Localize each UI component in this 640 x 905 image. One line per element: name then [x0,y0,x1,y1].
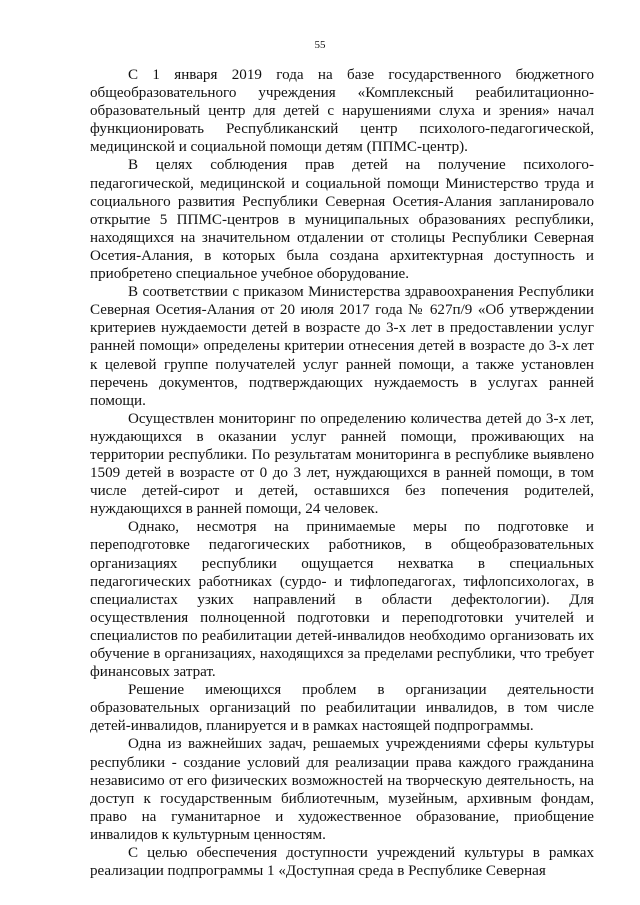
page-number: 55 [314,39,326,51]
paragraph: В соответствии с приказом Министерства здравоохранения Республики Северная Осетия-Алания от 20 июля 2017 года № 627п/9 «Об утверждении критериев нуждаемости детей в возрасте до 3-х лет в предоставлении услуг ранней помощи» определены критерии отнесения детей в возрасте до 3-х лет к целевой группе получателей услуг ранней помощи, а также установлен перечень документов, подтверждающих нуждаемость в услугах ранней помощи. [90,284,594,409]
paragraph: Решение имеющихся проблем в организации деятельности образовательных организаций по реабилитации инвалидов, в том числе детей-инвалидов, планируется и в рамках настоящей подпрограммы. [90,682,594,735]
paragraph: В целях соблюдения прав детей на получение психолого-педагогической, медицинской и социальной помощи Министерство труда и социального развития Республики Северная Осетия-Алания запланировало открытие 5 ППМС-центров в муниципальных образованиях республики, находящихся на значительном отдалении от столицы Республики Северная Осетия-Алания, в которых была создана архитектурная доступность и приобретено специальное учебное оборудование. [90,157,594,283]
paragraph: Одна из важнейших задач, решаемых учреждениями сферы культуры республики - создание условий для реализации права каждого гражданина независимо от его физических возможностей на творческую деятельность, на доступ к государственным библиотечным, музейным, архивным фондам, право на гуманитарное и художественное образование, приобщение инвалидов к культурным ценностям. [90,736,594,843]
document-body [90,66,594,880]
paragraph: Однако, несмотря на принимаемые меры по подготовке и переподготовке педагогических работников, в общеобразовательных организациях республики ощущается нехватка в специальных педагогических работниках (сурдо- и тифлопедагогах, тифлопсихологах, в специалистах узких направлений в области дефектологии). Для осуществления полноценной подготовки и переподготовки учителей и специалистов по реабилитации детей-инвалидов необходимо организовать их обучение в организациях, находящихся за пределами республики, что требует финансовых затрат. [90,519,594,681]
paragraph: Осуществлен мониторинг по определению количества детей до 3-х лет, нуждающихся в оказании услуг ранней помощи, проживающих на территории республики. По результатам мониторинга в республике выявлено 1509 детей в возрасте от 0 до 3 лет, нуждающихся в ранней помощи, в том числе детей-сирот и детей, оставшихся без попечения родителей, нуждающихся в ранней помощи, 24 человек. [90,410,594,518]
paragraph: С 1 января 2019 года на базе государственного бюджетного общеобразовательного учреждения «Комплексный реабилитационно-образовательный центр для детей с нарушениями слуха и зрения» начал функционировать Республиканский центр психолого-педагогической, медицинской и социальной помощи детям (ППМС-центр). [90,67,594,156]
paragraph: С целью обеспечения доступности учреждений культуры в рамках реализации подпрограммы 1 «Доступная среда в Республике Северная [90,845,594,880]
